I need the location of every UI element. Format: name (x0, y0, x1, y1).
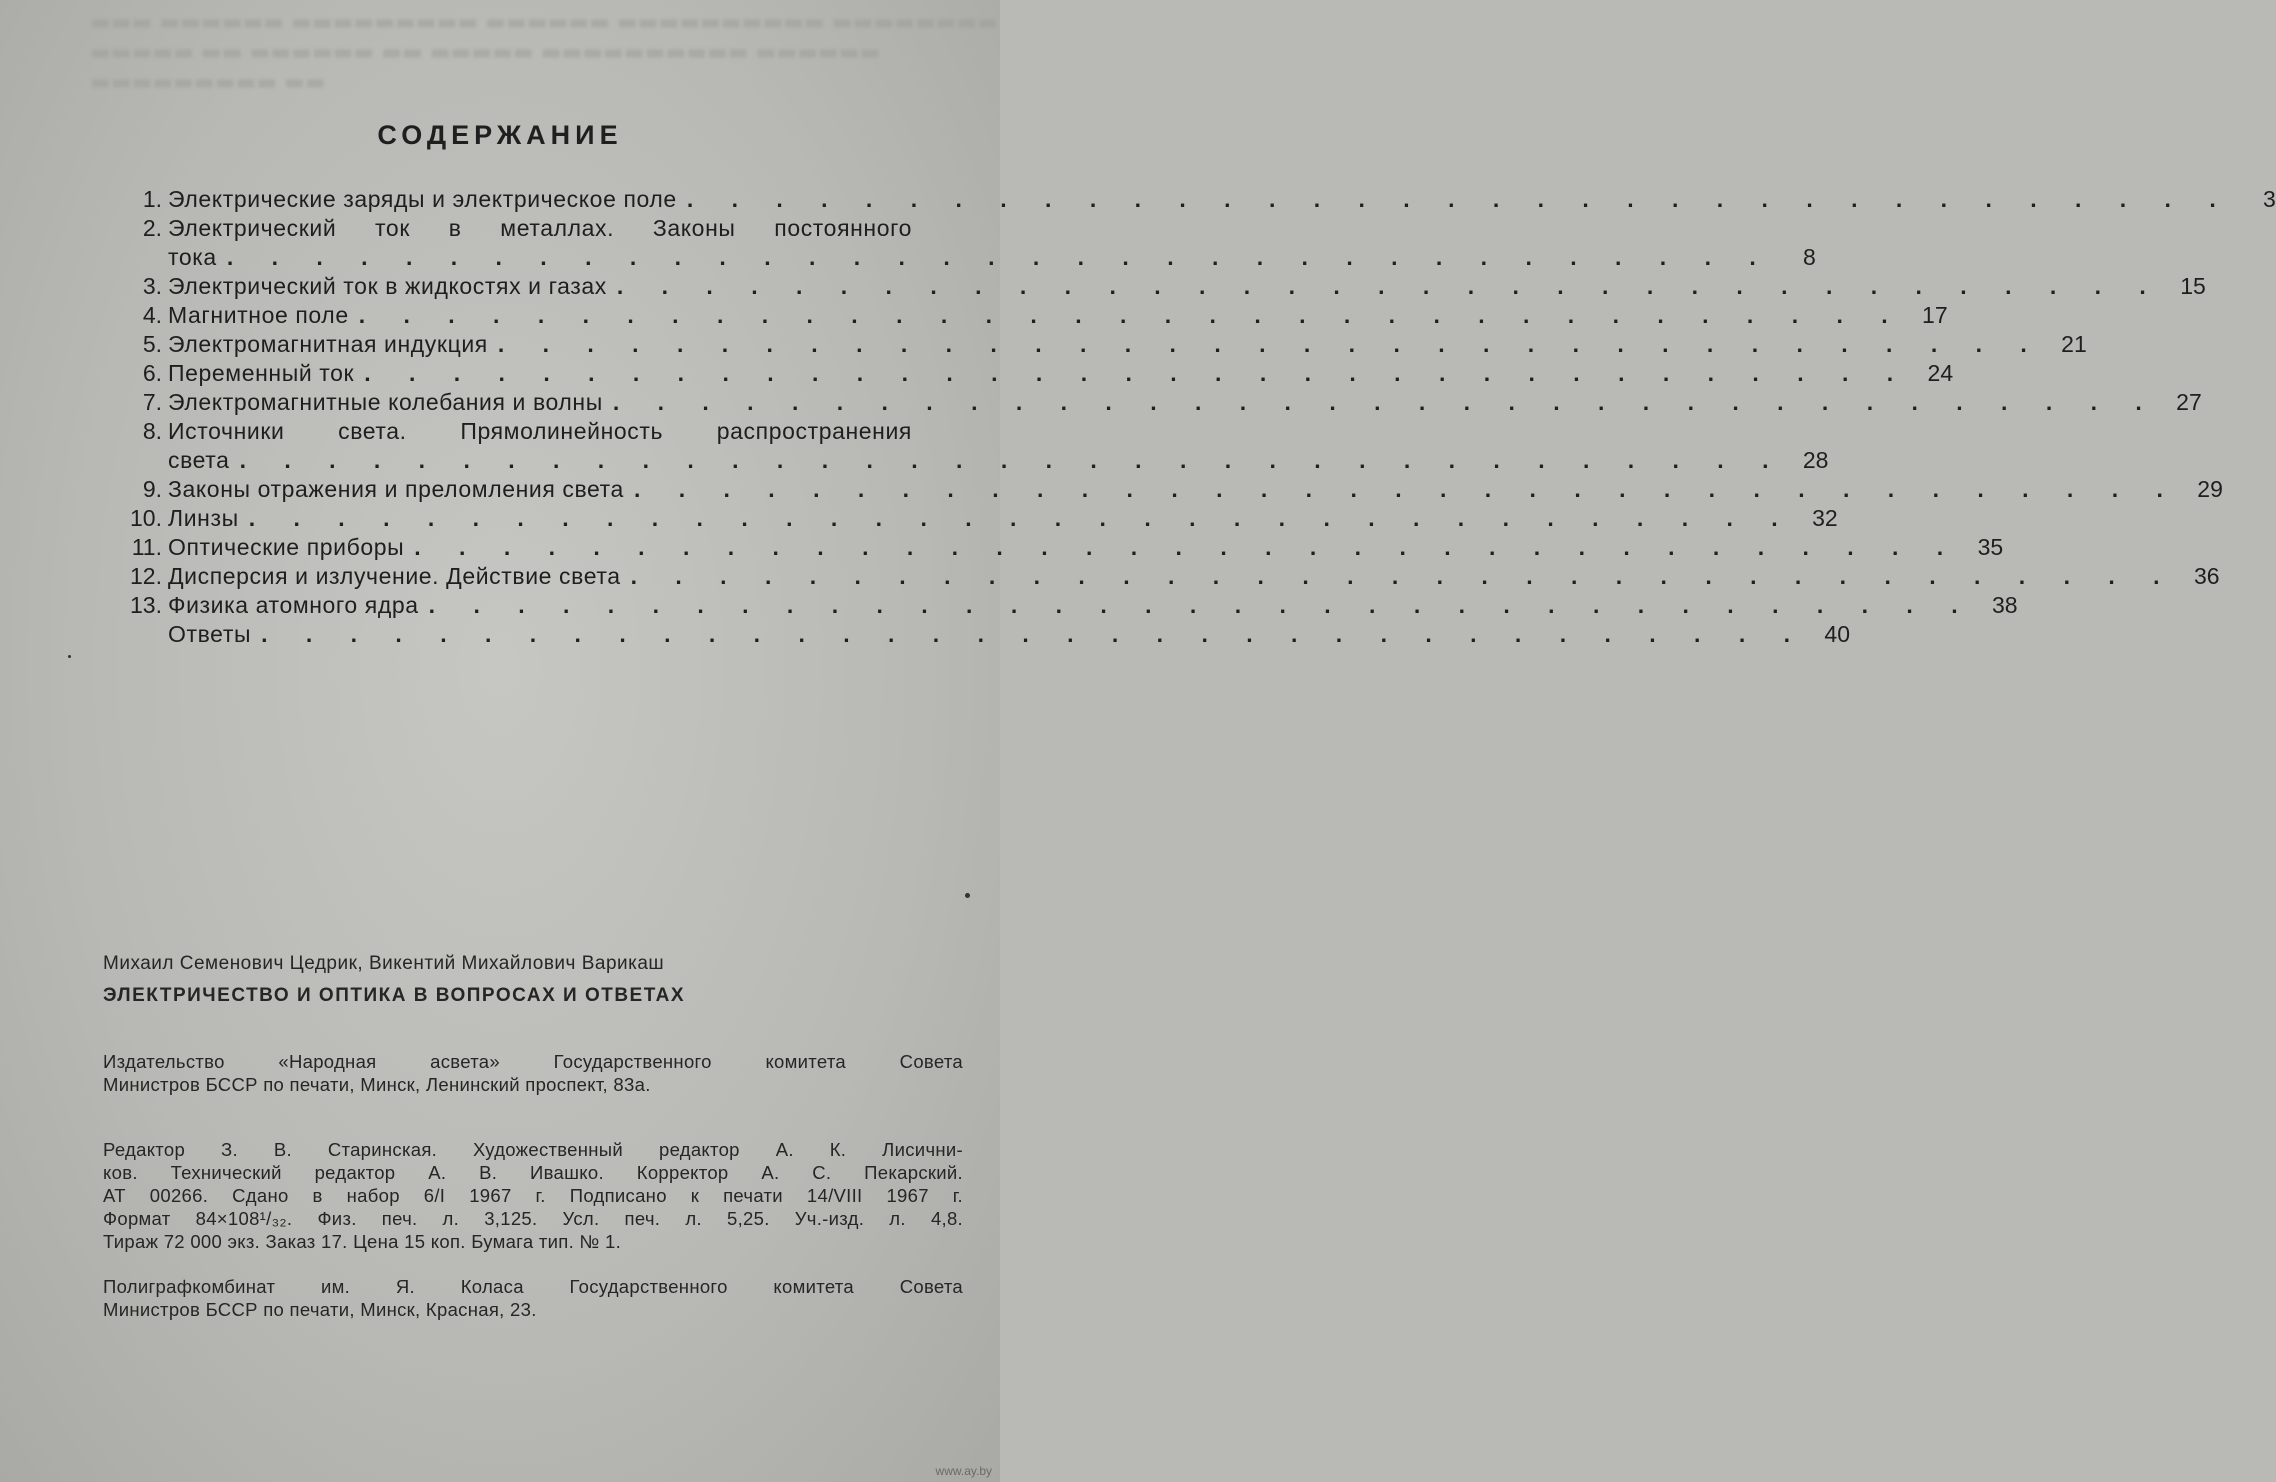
toc-entry (110, 505, 1838, 534)
toc-page-number: 17 (1922, 302, 1948, 328)
printer-line: Полиграфкомбинат им. Я. Коласа Государственного комитета Совета (103, 1276, 963, 1297)
toc-entry-number: 8. (142, 418, 162, 444)
toc-leader-dots: . . . . . . . . . . . . . . . . . . . . . . . . . . . . . . . . . . . (226, 244, 1772, 270)
toc-entry-title: света (168, 447, 230, 473)
toc-entry (110, 273, 2206, 302)
printer-line: Министров БССР по печати, Минск, Красная, 23. (103, 1299, 537, 1320)
toc-entry-title: Переменный ток (168, 360, 355, 386)
credits-line: Редактор З. В. Старинская. Художественный редактор А. К. Лисични- (103, 1139, 963, 1160)
toc-entry (110, 563, 2220, 592)
toc-entry-title: Источники света. Прямолинейность распространения (168, 418, 912, 444)
toc-entry-number: 11. (131, 534, 162, 560)
toc-entry-number: 3. (142, 273, 162, 299)
toc-page-number: 40 (1824, 621, 1850, 647)
toc-entry-title: Электрический ток в металлах. Законы постоянного (168, 215, 912, 241)
toc-entry-title: Законы отражения и преломления света (168, 476, 624, 502)
toc-leader-dots: . . . . . . . . . . . . . . . . . . . . . . . . . . . . . . . . . . . (612, 389, 2158, 415)
credits-line: АТ 00266. Сдано в набор 6/I 1967 г. Подписано к печати 14/VIII 1967 г. (103, 1185, 963, 1206)
toc-entry-number: 13. (130, 592, 162, 618)
toc-leader-dots: . . . . . . . . . . . . . . . . . . . . . . . . . . . . . . . . . . . (497, 331, 2043, 357)
toc-page-number: 15 (2180, 273, 2206, 299)
paper-speck (965, 893, 970, 898)
watermark: www.ay.by (935, 1464, 992, 1478)
toc-entry (110, 215, 1816, 273)
credits-line: Тираж 72 000 экз. Заказ 17. Цена 15 коп. Бумага тип. № 1. (103, 1231, 622, 1252)
toc-entry-title: тока (168, 244, 217, 270)
toc-entry-number: 6. (142, 360, 162, 386)
toc-page-number: 3 (2262, 186, 2276, 212)
toc-entry-title: Ответы (168, 621, 252, 647)
toc-leader-dots: . . . . . . . . . . . . . . . . . . . . . . . . . . . . . . . . . . . (364, 360, 1910, 386)
toc-entry-number: 1. (142, 186, 162, 212)
toc-page-number: 29 (2197, 476, 2223, 502)
toc-page-number: 38 (1992, 592, 2018, 618)
toc-title: СОДЕРЖАНИЕ (377, 120, 623, 150)
toc-page-number: 8 (1802, 244, 1816, 270)
book-title: ЭЛЕКТРИЧЕСТВО И ОПТИКА В ВОПРОСАХ И ОТВЕТАХ (103, 985, 686, 1006)
toc-entry (110, 534, 2004, 563)
toc-entry-number: 12. (130, 563, 162, 589)
table-of-contents (110, 186, 2276, 650)
printer-info (103, 1275, 963, 1321)
toc-page-number: 28 (1802, 447, 1829, 473)
toc-entry-title: Дисперсия и излучение. Действие света (168, 563, 621, 589)
publisher-line: Издательство «Народная асвета» Государственного комитета Совета (103, 1051, 963, 1072)
toc-page-number: 21 (2061, 331, 2087, 357)
toc-leader-dots: . . . . . . . . . . . . . . . . . . . . . . . . . . . . . . . . . . . (616, 273, 2162, 299)
publisher-info (103, 1050, 963, 1096)
credits-line: Формат 84×108¹/₃₂. Физ. печ. л. 3,125. Усл. печ. л. 5,25. Уч.-изд. л. 4,8. (103, 1208, 963, 1229)
toc-entry-number: 10. (130, 505, 162, 531)
bleed-through-text: ▬▬▬ ▬▬▬▬▬▬ ▬▬▬▬▬▬▬▬▬ ▬▬▬▬▬▬ ▬▬▬▬▬▬▬▬▬▬ ▬▬▬▬▬▬▬▬ ▬▬▬▬▬ ▬▬ ▬▬▬▬▬▬ ▬▬ ▬▬▬▬▬ ▬▬▬▬▬▬▬▬▬▬ ▬▬▬▬▬▬ ▬▬▬▬▬▬▬▬▬ ▬▬ (90, 10, 998, 95)
toc-page-number: 32 (1812, 505, 1838, 531)
toc-page-number: 27 (2176, 389, 2202, 415)
toc-leader-dots: . . . . . . . . . . . . . . . . . . . . . . . . . . . . . . . . . . . (630, 563, 2176, 589)
toc-entry (110, 621, 1850, 650)
toc-leader-dots: . . . . . . . . . . . . . . . . . . . . . . . . . . . . . . . . . . . (261, 621, 1806, 647)
publisher-line: Министров БССР по печати, Минск, Ленинский проспект, 83а. (103, 1074, 651, 1095)
toc-leader-dots: . . . . . . . . . . . . . . . . . . . . . . . . . . . . . . . . . . . (358, 302, 1904, 328)
toc-entry (110, 186, 2276, 215)
toc-entry-title: Электрический ток в жидкостях и газах (168, 273, 607, 299)
toc-entry-title: Линзы (168, 505, 239, 531)
toc-leader-dots: . . . . . . . . . . . . . . . . . . . . . . . . . . . . . . . . . . . (633, 476, 2179, 502)
toc-entry-title: Электромагнитные колебания и волны (168, 389, 603, 415)
toc-entry-title: Электрические заряды и электрическое поле (168, 186, 677, 212)
toc-entry-number: 7. (142, 389, 162, 415)
toc-entry (110, 360, 1954, 389)
toc-entry (110, 418, 1829, 476)
toc-entry-title: Электромагнитная индукция (168, 331, 488, 357)
toc-page-number: 35 (1977, 534, 2004, 560)
toc-entry (110, 389, 2202, 418)
toc-entry (110, 331, 2087, 360)
credits-line: ков. Технический редактор А. В. Ивашко. Корректор А. С. Пекарский. (103, 1162, 963, 1183)
toc-leader-dots: . . . . . . . . . . . . . . . . . . . . . . . . . . . . . . . . . . . (414, 534, 1960, 560)
toc-entry-title: Физика атомного ядра (168, 592, 419, 618)
toc-entry-number: 5. (142, 331, 162, 357)
toc-entry-number: 4. (142, 302, 162, 328)
toc-page-number: 36 (2193, 563, 2220, 589)
toc-leader-dots: . . . . . . . . . . . . . . . . . . . . . . . . . . . . . . . . . . . (428, 592, 1974, 618)
toc-page-number: 24 (1927, 360, 1954, 386)
paper-speck (68, 655, 71, 658)
toc-entry (110, 302, 1948, 331)
toc-entry (110, 592, 2018, 621)
toc-entry-title: Магнитное поле (168, 302, 349, 328)
toc-entry-number: 9. (142, 476, 162, 502)
toc-leader-dots: . . . . . . . . . . . . . . . . . . . . . . . . . . . . . . . . . . . (239, 447, 1785, 473)
credits-info (103, 1138, 963, 1253)
toc-entry-title: Оптические приборы (168, 534, 405, 560)
toc-entry (110, 476, 2223, 505)
toc-leader-dots: . . . . . . . . . . . . . . . . . . . . . . . . . . . . . . . . . . . (686, 186, 2232, 212)
toc-entry-number: 2. (142, 215, 162, 241)
authors: Михаил Семенович Цедрик, Викентий Михайлович Варикаш (103, 953, 665, 974)
toc-leader-dots: . . . . . . . . . . . . . . . . . . . . . . . . . . . . . . . . . . . (248, 505, 1794, 531)
